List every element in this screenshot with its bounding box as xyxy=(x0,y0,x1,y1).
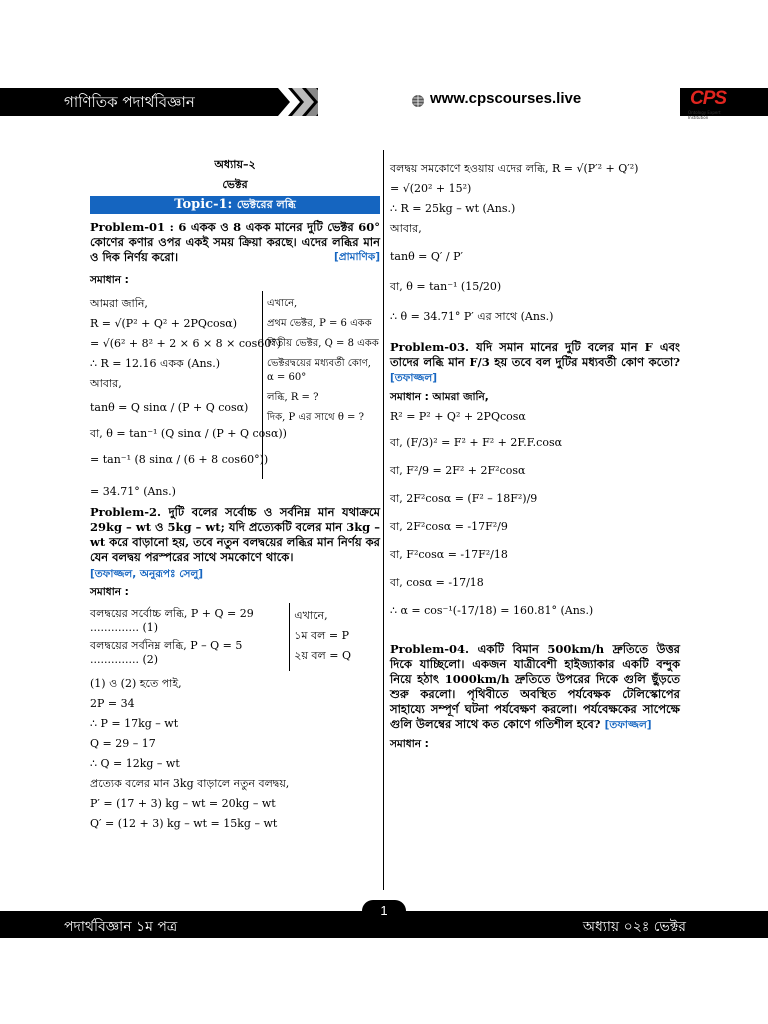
r3-line: R² = P² + Q² + 2PQcosα xyxy=(390,410,526,423)
r1-line: আবার, xyxy=(390,222,422,235)
r3-line: বা, cosα = -17/18 xyxy=(390,576,484,589)
chapter-number: অধ্যায়–২ xyxy=(214,158,256,171)
s1-line: tanθ = Q sinα / (P + Q cosα) xyxy=(90,401,249,414)
solution-label: সমাধান : xyxy=(90,586,129,598)
s2-line: Q = 29 – 17 xyxy=(90,737,156,750)
s1-line: বা, θ = tan⁻¹ (Q sinα / (P + Q cosα)) xyxy=(90,427,287,440)
chapter-name: ভেক্টর xyxy=(222,178,248,191)
s2-line: প্রত্যেক বলের মান 3kg বাড়ালে নতুন বলদ্বয়, xyxy=(90,777,290,790)
given-line: ২য় বল = Q xyxy=(294,649,351,662)
given-line: এখানে, xyxy=(294,609,328,622)
cps-logo xyxy=(686,88,742,118)
r3-line: বা, (F/3)² = F² + F² + 2F.F.cosα xyxy=(390,436,563,449)
s1-answer: = 34.71° (Ans.) xyxy=(90,485,176,498)
r1-line: ∴ θ = 34.71° P′ এর সাথে (Ans.) xyxy=(390,310,554,323)
s2-line: ∴ P = 17kg – wt xyxy=(90,717,179,730)
logo-subtext: Ontology Expert Institution xyxy=(688,110,721,120)
r3-line: বা, F²cosα = -17F²/18 xyxy=(390,548,508,561)
solution-1-block xyxy=(90,291,380,479)
problem-2-ref: [তফাজ্জল, অনুরূপঃ সেলু] xyxy=(90,568,204,580)
given-line: দ্বিতীয় ভেক্টর, Q = 8 একক xyxy=(267,338,379,349)
s1-line: R = √(P² + Q² + 2PQcosα) xyxy=(90,317,238,330)
r1-line: বলদ্বয় সমকোণে হওয়ায় এদের লব্ধি, R = √(P′² + Q′²) xyxy=(390,162,639,175)
r1-line: = √(20² + 15²) xyxy=(390,182,472,195)
solution-label: সমাধান : আমরা জানি, xyxy=(390,391,489,403)
s2-line: 2P = 34 xyxy=(90,697,135,710)
given-line: ভেক্টরদ্বয়ের মধ্যবর্তী কোণ, α = 60° xyxy=(267,358,371,383)
header-title: গাণিতিক পদার্থবিজ্ঞান xyxy=(64,93,195,111)
r3-line: বা, F²/9 = 2F² + 2F²cosα xyxy=(390,464,526,477)
problem-4-text: Problem-04. একটি বিমান 500km/h দ্রুতিতে উত্তর দিকে যাচ্ছিলো। একজন যাত্রীবেশী হাইজ্যাকার একটি বন্দুক নিয়ে হঠাৎ 1000km/h দ্রুতিতে উপরের দিকে গুলি ছুঁড়তে শুরু করলো। পৃথিবীতে অবস্থিত পর্যবেক্ষক টেলিস্কোপের সাহায্যে সম্পূর্ণ ঘটনা পর্যবেক্ষণ করলো। পর্যবেক্ষকের সাপেক্ষে গুলি উলম্বের সাথে কত কোণে গতিশীল হবে? [তফাজ্জল] xyxy=(390,642,680,731)
solution-2-block xyxy=(90,603,380,671)
r3-line: বা, 2F²cosα = -17F²/9 xyxy=(390,520,508,533)
s1-line: আবার, xyxy=(90,377,122,390)
solution-label: সমাধান : xyxy=(390,738,429,750)
problem-3-text: Problem-03. যদি সমান মানের দুটি বলের মান F এবং তাদের লব্ধি মান F/3 হয় তবে বল দুটির মধ্যবর্তী কোণ কতো? [তফাজ্জল] xyxy=(390,340,680,384)
given-line: এখানে, xyxy=(267,298,298,309)
problem-4-ref: [তফাজ্জল] xyxy=(604,719,652,731)
problem-3-ref: [তফাজ্জল] xyxy=(390,372,438,384)
given-line: দিক, P এর সাথে θ = ? xyxy=(267,412,364,423)
s1-line: আমরা জানি, xyxy=(90,297,148,310)
solution-label: সমাধান : xyxy=(90,274,129,286)
s2-line: P′ = (17 + 3) kg – wt = 20kg – wt xyxy=(90,797,276,810)
column-divider xyxy=(383,150,384,890)
s2-line: Q′ = (12 + 3) kg – wt = 15kg – wt xyxy=(90,817,278,830)
footer-left: পদার্থবিজ্ঞান ১ম পত্র xyxy=(64,919,178,935)
footer-right: অধ্যায় ০২ঃ ভেক্টর xyxy=(582,919,686,935)
r1-line: tanθ = Q′ / P′ xyxy=(390,250,464,263)
r1-line: বা, θ = tan⁻¹ (15/20) xyxy=(390,280,502,293)
s2-line: ∴ Q = 12kg – wt xyxy=(90,757,180,770)
s2-line: বলদ্বয়ের সর্বোচ্চ লব্ধি, P + Q = 29 .............. (1) xyxy=(90,607,254,634)
r3-line: ∴ α = cos⁻¹(-17/18) = 160.81° (Ans.) xyxy=(390,604,594,617)
page-number: 1 xyxy=(362,900,406,922)
problem-1-text: Problem-01 : 6 একক ও 8 একক মানের দুটি ভেক্টর 60° কোণের কণার ওপর একই সময় ক্রিয়া করছে। এদের লব্ধির মান ও দিক নির্ণয় করো। [প্রামাণিক] xyxy=(90,220,380,264)
s1-line: = tan⁻¹ (8 sinα / (6 + 8 cos60°)) xyxy=(90,453,269,466)
left-column xyxy=(90,158,380,837)
right-column xyxy=(390,156,680,755)
s2-line: বলদ্বয়ের সর্বনিম্ন লব্ধি, P – Q = 5 .............. (2) xyxy=(90,639,243,666)
s1-line: = √(6² + 8² + 2 × 6 × 8 × cos60°) xyxy=(90,337,282,350)
s2-line: (1) ও (2) হতে পাই, xyxy=(90,677,182,690)
r3-line: বা, 2F²cosα = (F² – 18F²)/9 xyxy=(390,492,538,505)
s1-line: ∴ R = 12.16 একক (Ans.) xyxy=(90,357,220,370)
problem-1-ref: [প্রামাণিক] xyxy=(333,251,380,263)
website-url[interactable]: www.cpscourses.live xyxy=(430,90,582,107)
given-line: প্রথম ভেক্টর, P = 6 একক xyxy=(267,318,372,329)
logo-text: CPS xyxy=(690,88,727,109)
given-line: ১ম বল = P xyxy=(294,629,349,642)
problem-2-text: Problem-2. দুটি বলের সর্বোচ্চ ও সর্বনিম্ন মান যথাক্রমে 29kg – wt ও 5kg – wt; যদি প্রত্যেকটি বলের মান 3kg – wt করে বাড়ানো হয়, তবে নতুন বলদ্বয়ের লব্ধির মান নির্ণয় কর যেন বলদ্বয় পরস্পরের সাথে সমকোণে থাকে। xyxy=(90,505,380,564)
topic-banner: Topic-1: ভেক্টরের লব্ধি xyxy=(90,196,380,214)
r1-line: ∴ R = 25kg – wt (Ans.) xyxy=(390,202,516,215)
given-line: লব্ধি, R = ? xyxy=(267,392,319,403)
